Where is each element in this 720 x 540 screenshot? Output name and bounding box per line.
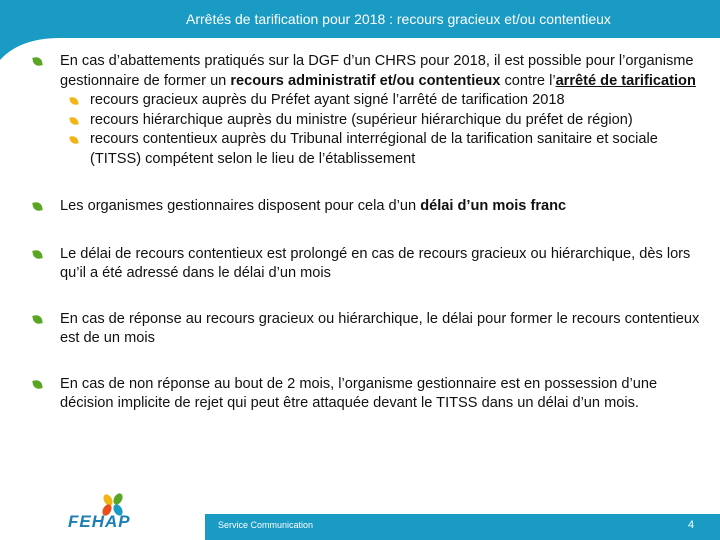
bullet-bold-text: délai d’un mois franc [420, 198, 567, 214]
sub-bullet-text: recours hiérarchique auprès du ministre (supérieur hiérarchique du préfet de région) [90, 111, 633, 128]
page-number: 4 [688, 519, 695, 531]
leaf-bullet-icon [32, 379, 42, 389]
leaf-bullet-icon [32, 201, 42, 211]
sub-bullet-item [60, 111, 700, 131]
bullet-text: En cas d’abattements pratiqués sur la DGF d’un CHRS pour 2018, il est possible pour l’organisme gestionnaire de former un [60, 53, 694, 89]
sub-bullet-item [60, 91, 700, 111]
bullet-item [60, 197, 700, 217]
sub-bullet-text: recours contentieux auprès du Tribunal interrégional de la tarification sanitaire et sociale (TITSS) compétent selon le lieu de l’établissement [90, 131, 658, 167]
leaf-bullet-icon [32, 314, 42, 324]
bullet-item [60, 245, 700, 284]
page-title: Arrêtés de tarification pour 2018 : recours gracieux et/ou contentieux [186, 11, 611, 27]
leaf-sub-bullet-icon [69, 116, 78, 125]
leaf-sub-bullet-icon [69, 135, 78, 144]
leaf-bullet-icon [32, 249, 42, 259]
bullet-item [60, 375, 700, 414]
slide-content [60, 52, 700, 414]
bullet-item [60, 52, 700, 91]
bullet-item [60, 310, 700, 349]
logo-text: FEHAP [68, 512, 131, 531]
bullet-text: Les organismes gestionnaires disposent pour cela d’un [60, 198, 421, 214]
leaf-sub-bullet-icon [69, 96, 78, 105]
bullet-bold-text: recours administratif et/ou contentieux [230, 72, 501, 89]
sub-bullet-text: recours gracieux auprès du Préfet ayant signé l’arrêté de tarification 2018 [90, 92, 565, 108]
sub-bullet-item [60, 130, 700, 169]
bullet-text: En cas de non réponse au bout de 2 mois, l’organisme gestionnaire est en possession d’une décision implicite de rejet qui peut être attaquée devant le TITSS dans un délai d’un mois. [60, 375, 658, 411]
footer-text: Service Communication [218, 520, 314, 530]
bullet-text: Le délai de recours contentieux est prolongé en cas de recours gracieux ou hiérarchique, dès lors qu’il a été adressé dans le délai d’un mois [60, 245, 691, 281]
bullet-text: contre l’ [500, 72, 556, 89]
bullet-bold-underline-text: arrêté de tarification [555, 72, 696, 89]
bullet-text: En cas de réponse au recours gracieux ou hiérarchique, le délai pour former le recours contentieux est de un mois [60, 310, 700, 346]
